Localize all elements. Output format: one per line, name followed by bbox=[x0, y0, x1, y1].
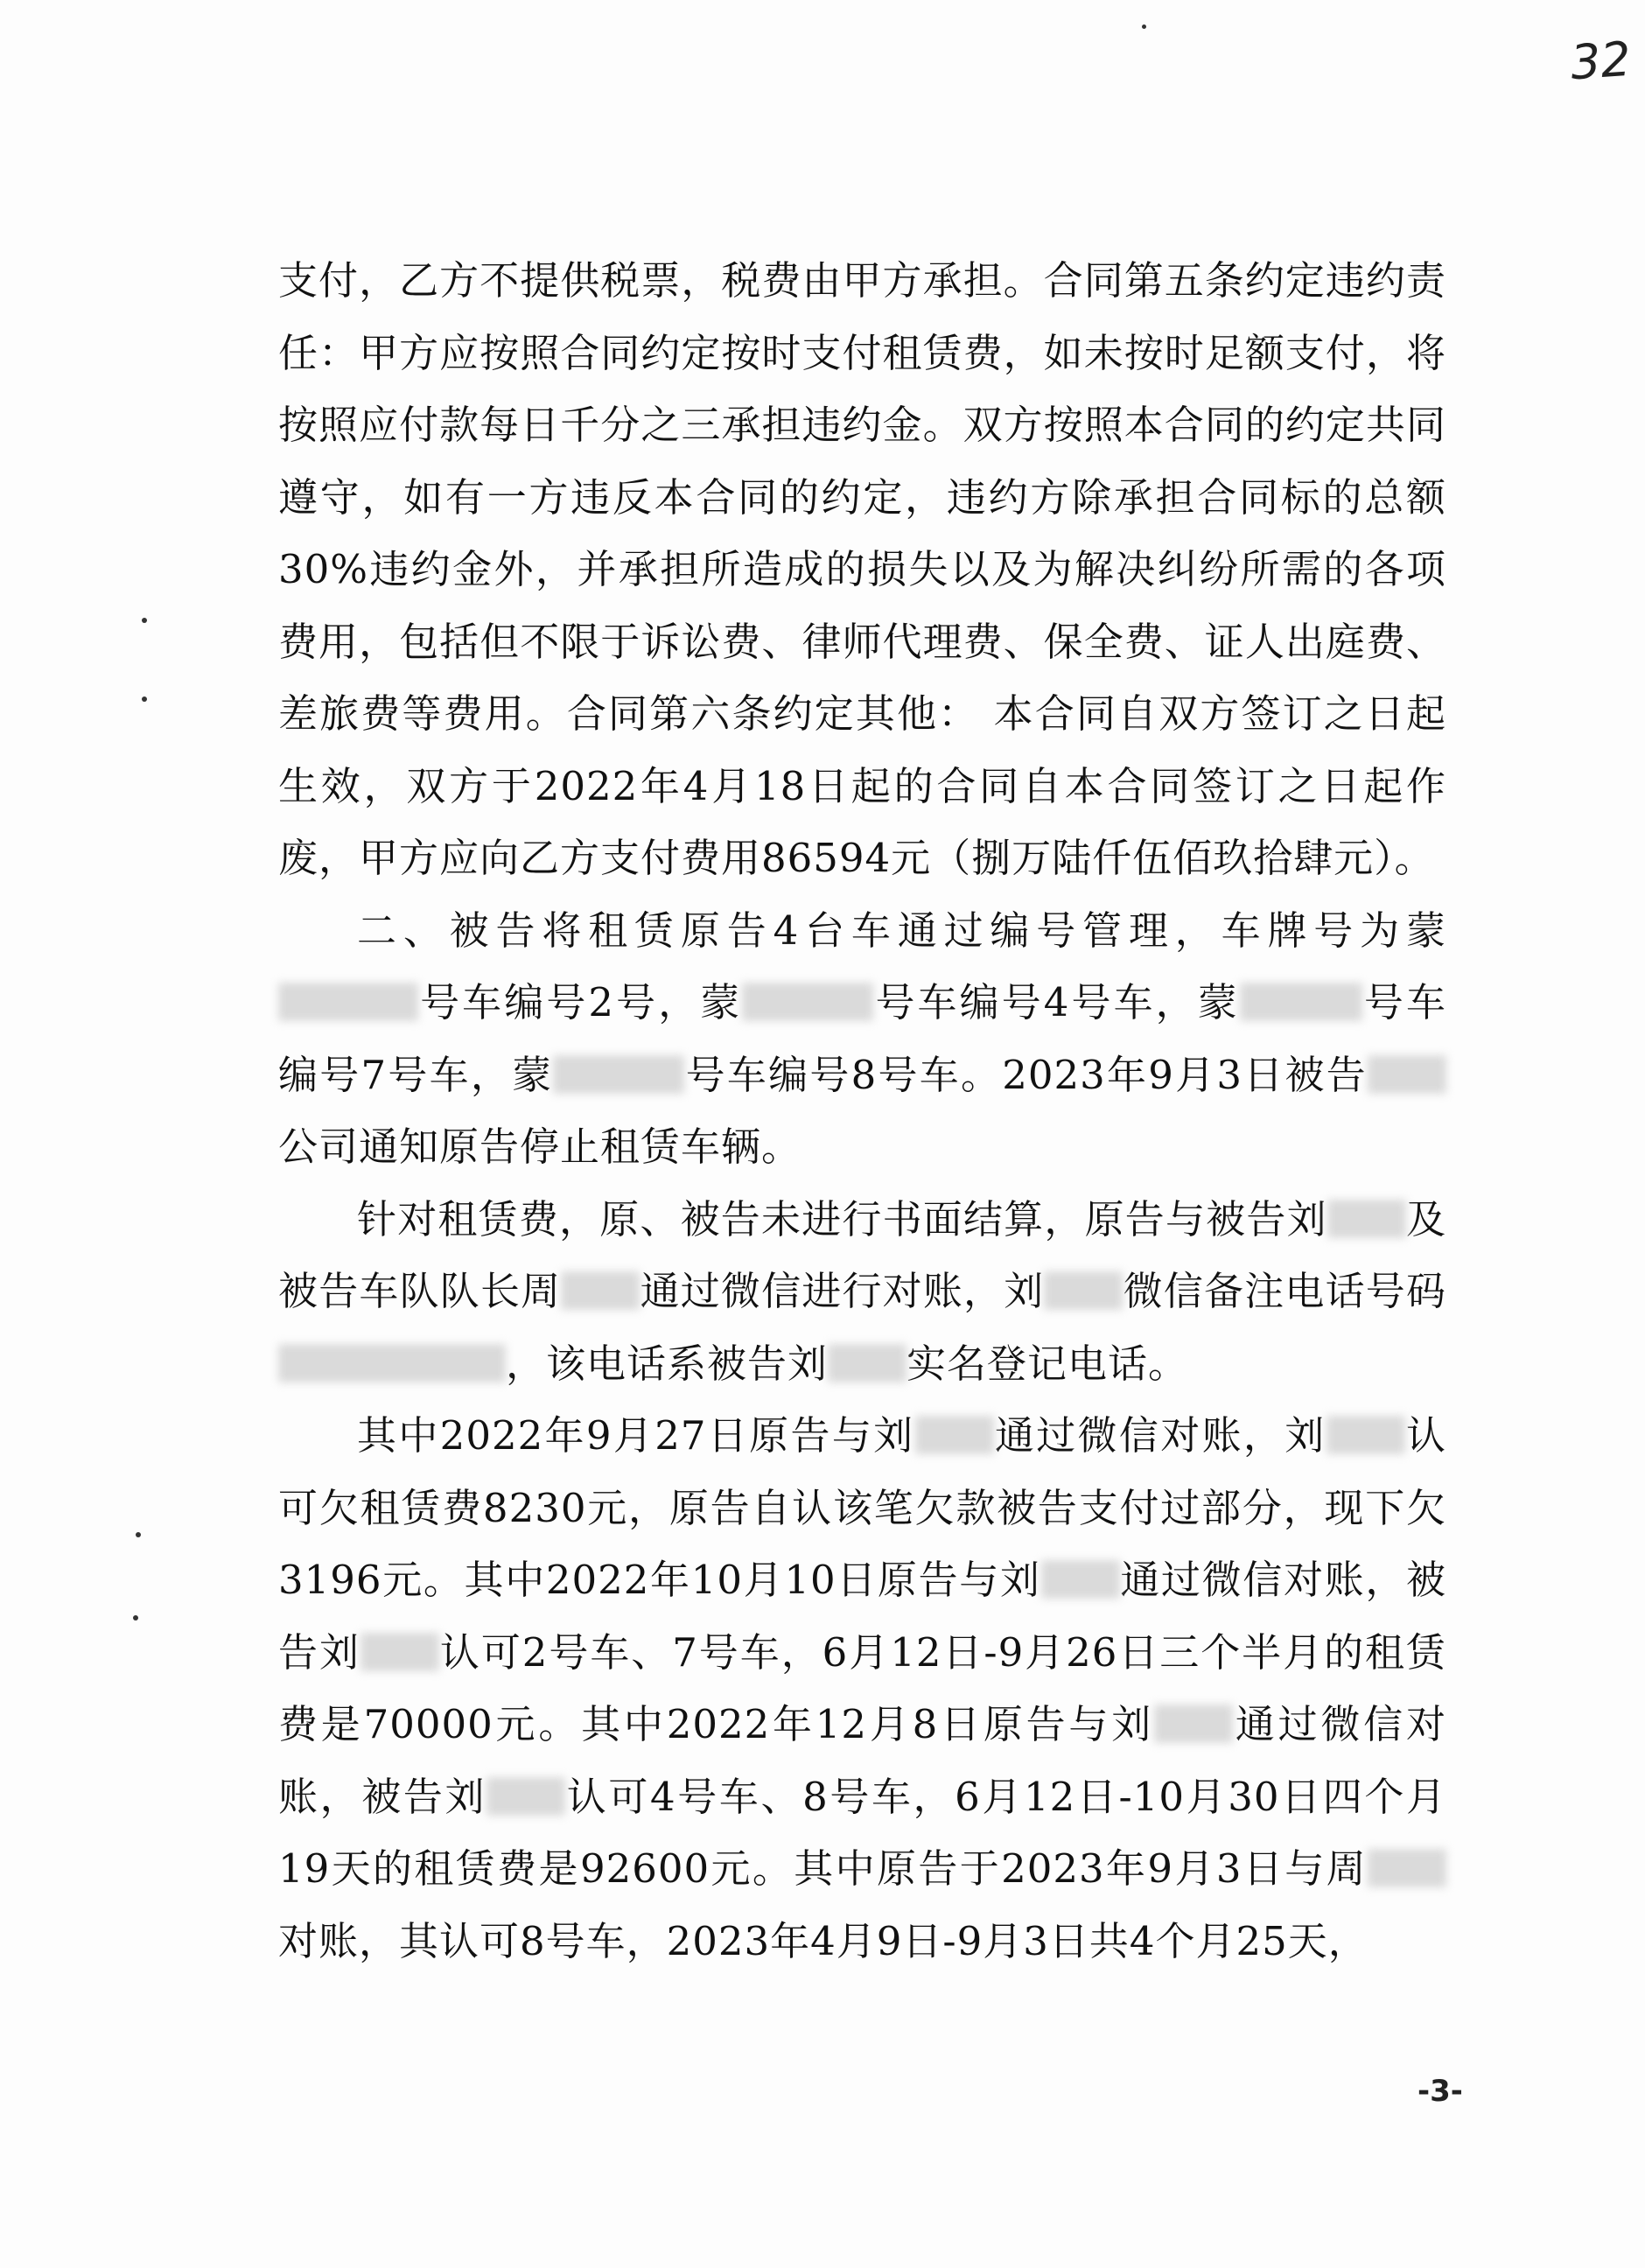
scan-speck bbox=[133, 1615, 138, 1620]
paragraph-3-segment: 实名登记电话。 bbox=[906, 1340, 1189, 1387]
paragraph-3-segment: 针对租赁费，原、被告未进行书面结算，原告与被告刘 bbox=[357, 1195, 1327, 1242]
paragraph-3-segment: 通过微信进行对账，刘 bbox=[640, 1268, 1045, 1314]
paragraph-4-segment: 认可欠租赁费8230元，原告自认该笔欠款被告支付过部分，现下欠3196元。其中2022年10月10日原告与刘 bbox=[278, 1412, 1446, 1603]
paragraph-4-segment: 通过微信对账，被告刘 bbox=[278, 1701, 1446, 1820]
paragraph-3-segment: 微信备注电话号码 bbox=[1123, 1268, 1446, 1314]
redacted-plate-number bbox=[278, 983, 418, 1021]
redacted-plate-number bbox=[553, 1055, 684, 1094]
redacted-name bbox=[828, 1344, 906, 1382]
redacted-name bbox=[915, 1416, 994, 1454]
paragraph-1: 支付，乙方不提供税票，税费由甲方承担。合同第五条约定违约责任：甲方应按照合同约定按时支付租赁费，如未按时足额支付，将按照应付款每日千分之三承担违约金。双方按照本合同的约定共同遵守，如有一方违反本合同的约定，违约方除承担合同标的总额30%违约金外，并承担所造成的损失以及为解决纠纷所需的各项费用，包括但不限于诉讼费、律师代理费、保全费、证人出庭费、差旅费等费用。合同第六条约定其他： 本合同自双方签订之日起生效，双方于2022年4月18日起的合同自本合同签订之日起作废，甲方应向乙方支付费用86594元（捌万陆仟伍佰玖拾肆元）。 bbox=[278, 257, 1446, 881]
redacted-name bbox=[1327, 1200, 1406, 1238]
redacted-phone-number bbox=[278, 1344, 506, 1382]
page-number: -3- bbox=[1418, 2074, 1463, 2109]
paragraph-3-segment: ，该电话系被告刘 bbox=[506, 1340, 829, 1387]
scan-speck bbox=[142, 696, 147, 702]
redacted-name bbox=[486, 1777, 565, 1816]
paragraph-4-segment: 通过微信对账，被告刘 bbox=[278, 1557, 1446, 1676]
redacted-name bbox=[561, 1271, 640, 1310]
redacted-name bbox=[1154, 1704, 1233, 1743]
paragraph-2-segment: 号车编号8号车。2023年9月3日被告 bbox=[684, 1051, 1368, 1098]
paragraph-4-segment: 认可4号车、8号车，6月12日-10月30日四个月19天的租赁费是92600元。其中原告于2023年9月3日与周 bbox=[278, 1773, 1446, 1892]
paragraph-2-segment: 公司通知原告停止租赁车辆。 bbox=[278, 1124, 802, 1170]
paragraph-2-segment: 号车编号2号，蒙 bbox=[418, 979, 743, 1026]
redacted-name bbox=[1368, 1849, 1446, 1887]
redacted-name bbox=[360, 1633, 439, 1671]
paragraph-4-segment: 通过微信对账，刘 bbox=[993, 1412, 1326, 1459]
redacted-company-name bbox=[1368, 1055, 1446, 1094]
body-text bbox=[278, 245, 1446, 1978]
paragraph-3-segment: 及被告车队队长周 bbox=[278, 1195, 1446, 1314]
paragraph-3 bbox=[278, 1184, 1446, 1401]
paragraph-4 bbox=[278, 1400, 1446, 1978]
scan-speck bbox=[136, 1532, 141, 1537]
scan-speck bbox=[142, 618, 147, 623]
paragraph-4-segment: 其中2022年9月27日原告与刘 bbox=[357, 1412, 915, 1459]
handwritten-page-mark: 32 bbox=[1568, 31, 1633, 91]
paragraph-2-segment: 号车编号7号车，蒙 bbox=[278, 979, 1446, 1098]
paragraph-4-segment: 对账，其认可8号车，2023年4月9日-9月3日共4个月25天， bbox=[278, 1917, 1368, 1964]
redacted-plate-number bbox=[742, 983, 873, 1021]
scan-speck bbox=[1142, 24, 1146, 29]
redacted-name bbox=[1041, 1560, 1120, 1599]
redacted-name bbox=[1044, 1271, 1123, 1310]
paragraph-2-segment: 二、被告将租赁原告4台车通过编号管理，车牌号为蒙 bbox=[357, 906, 1446, 954]
paragraph-2 bbox=[278, 895, 1446, 1184]
redacted-plate-number bbox=[1240, 983, 1362, 1021]
paragraph-2-segment: 号车编号4号车，蒙 bbox=[873, 979, 1240, 1026]
paragraph-4-segment: 认可2号车、7号车，6月12日-9月26日三个半月的租赁费是70000元。其中2022年12月8日原告与刘 bbox=[278, 1628, 1446, 1747]
redacted-name bbox=[1326, 1416, 1405, 1454]
